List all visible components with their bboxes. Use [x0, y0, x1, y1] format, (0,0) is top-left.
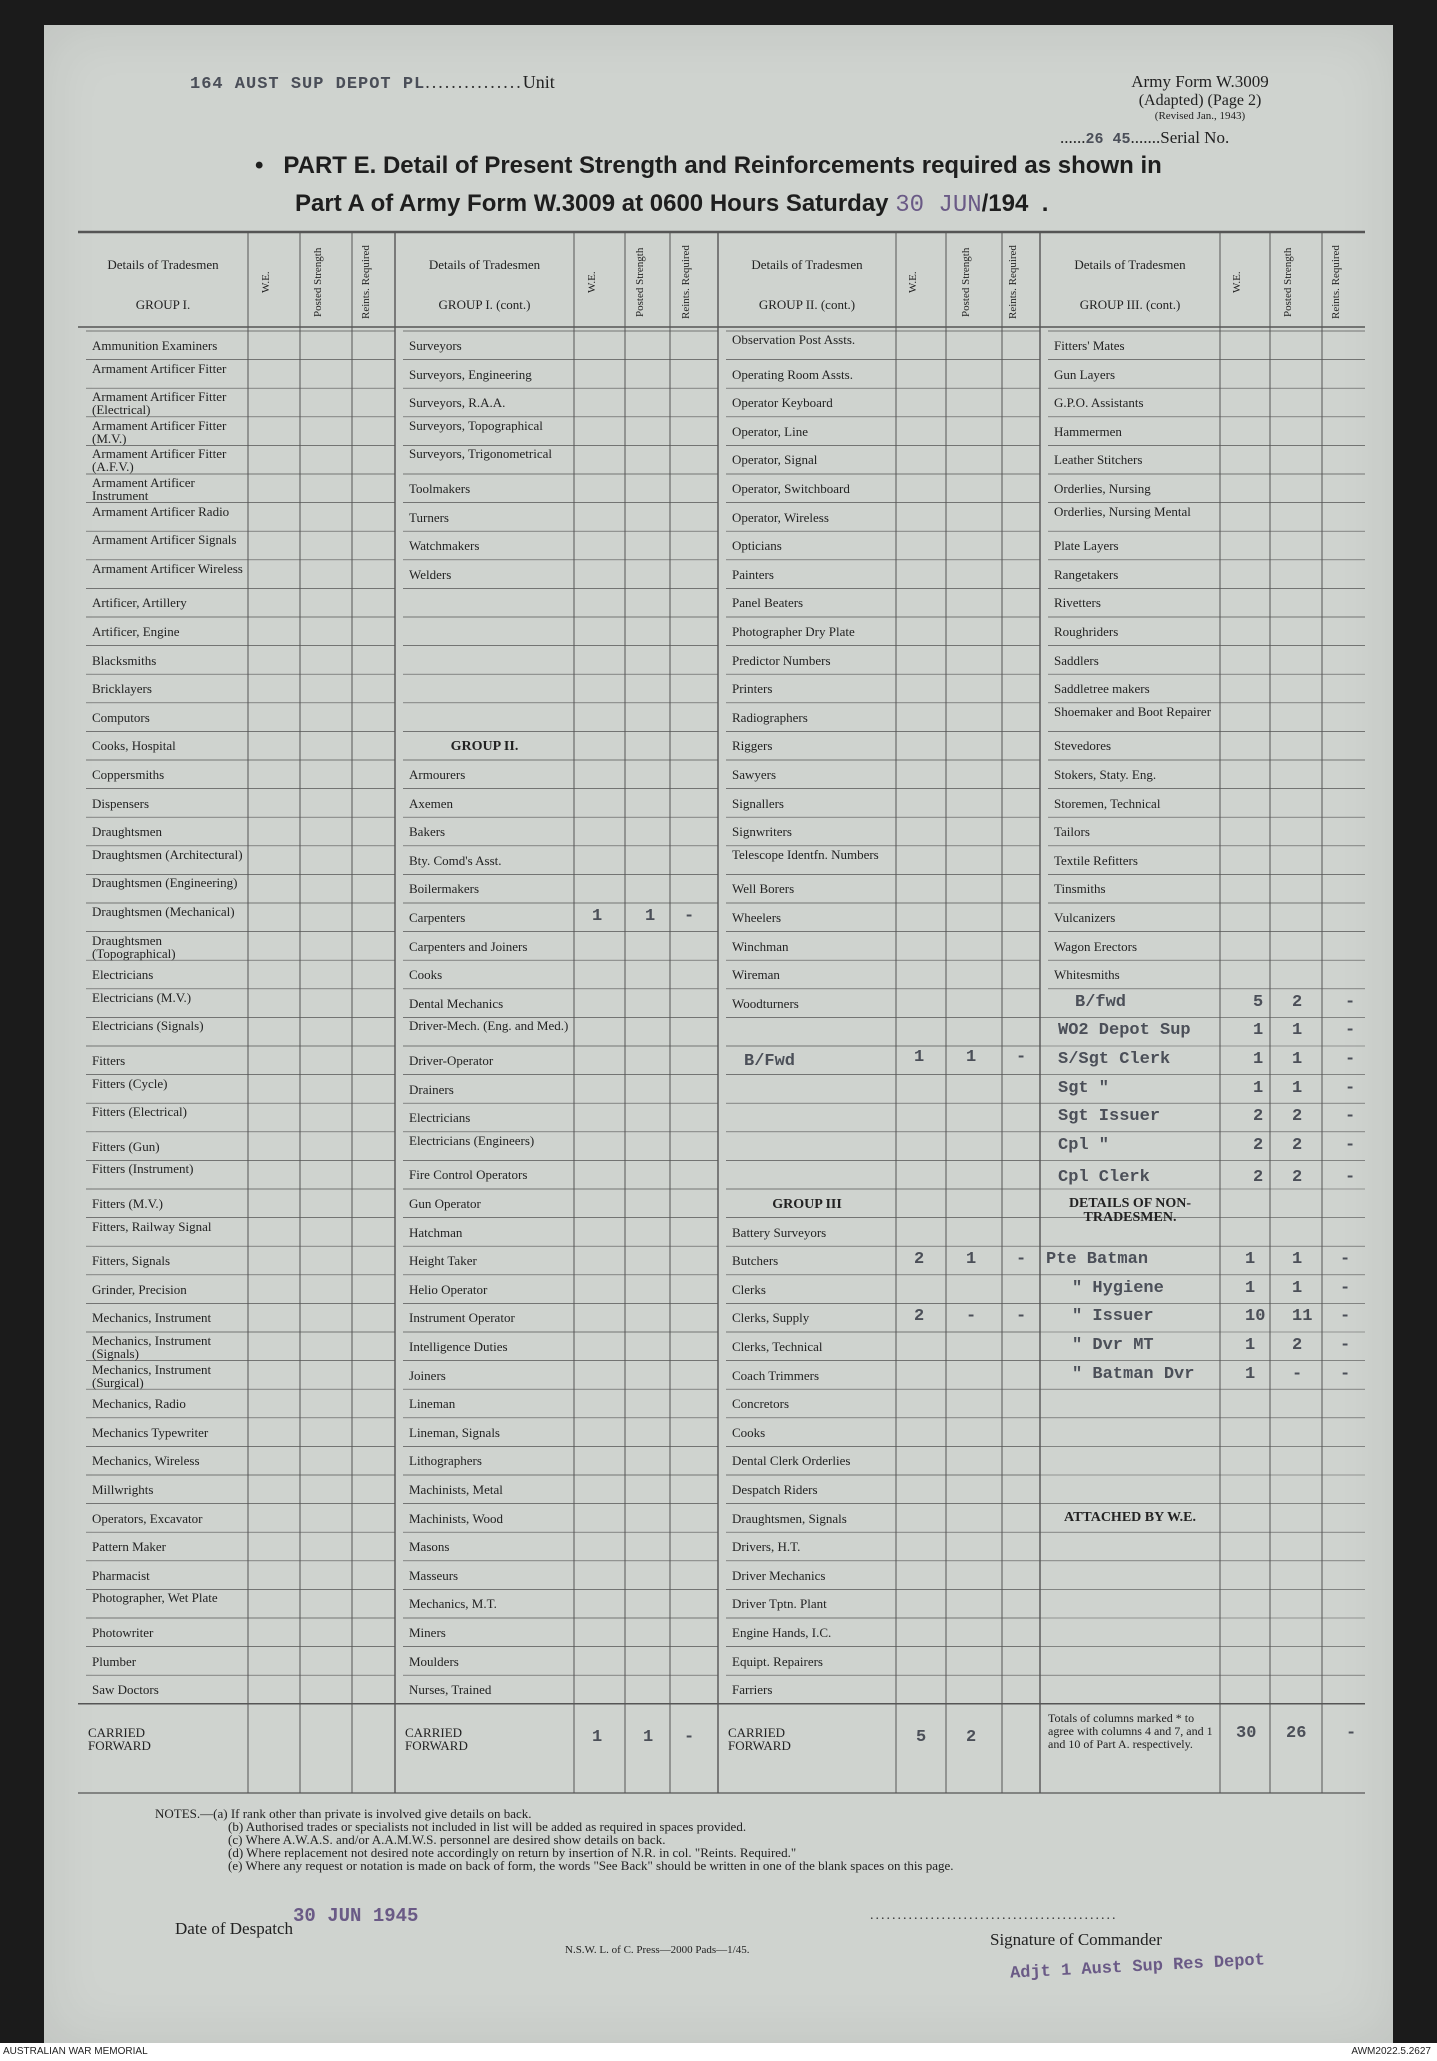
- totals-text: Totals of columns marked * to agree with columns 4 and 7, and 1 and 10 of Part A. respectively.: [1048, 1710, 1213, 1751]
- trade-label: Mechanics, Instrument: [92, 1310, 212, 1326]
- trade-label: Lithographers: [409, 1453, 482, 1469]
- trade-label: Boilermakers: [409, 881, 480, 897]
- trade-label: Bty. Comd's Asst.: [409, 852, 502, 868]
- trade-label: Armament Artificer Fitter: [92, 360, 227, 376]
- despatch-date-stamp: 30 JUN 1945: [293, 1905, 419, 1927]
- trade-label: Fitters: [92, 1053, 126, 1068]
- typed-reints: -: [1345, 992, 1356, 1012]
- trade-label: Toolmakers: [409, 481, 471, 496]
- trade-label: Joiners: [409, 1367, 446, 1383]
- trade-label: Blacksmiths: [92, 652, 157, 668]
- trade-label: Masons: [409, 1539, 450, 1555]
- typed-label: Pte Batman: [1046, 1250, 1149, 1270]
- title-date-stamp: 30 JUN: [895, 192, 982, 219]
- trade-label: Rangetakers: [1054, 566, 1119, 582]
- attached-heading: ATTACHED BY W.E.: [1064, 1509, 1196, 1525]
- typed-posted: 2: [1292, 1168, 1303, 1188]
- trade-label: Height Taker: [409, 1253, 477, 1269]
- trade-label: Ammunition Examiners: [92, 338, 218, 353]
- typed-label: B/fwd: [1075, 992, 1127, 1012]
- typed-we: 5: [1253, 992, 1264, 1012]
- trade-label: Drivers, H.T.: [732, 1539, 801, 1555]
- posted-col-header: Posted Strength: [960, 247, 972, 317]
- totals-reints: -: [1346, 1723, 1357, 1743]
- trade-label: Draughtsmen (Topographical): [92, 932, 176, 961]
- trade-label: Surveyors, Trigonometrical: [409, 446, 552, 462]
- typed-label: " Hygiene: [1072, 1278, 1164, 1298]
- trade-label: Armament Artificer Signals: [92, 532, 237, 548]
- carried-forward-label: CARRIED FORWARD: [728, 1724, 791, 1753]
- typed-posted: 2: [1292, 1336, 1303, 1355]
- trade-label: Clerks, Technical: [732, 1339, 823, 1354]
- typed-we: 1: [1245, 1364, 1256, 1384]
- group-heading: GROUP I.: [135, 297, 191, 312]
- typed-posted: 2: [1292, 1135, 1303, 1155]
- form-line3: (Revised Jan., 1943): [1154, 110, 1246, 122]
- trade-label: Fitters (Cycle): [92, 1075, 168, 1091]
- trade-label: Gun Layers: [1054, 366, 1116, 382]
- trade-label: Saw Doctors: [92, 1682, 159, 1698]
- trade-label: Telescope Identfn. Numbers: [732, 846, 879, 862]
- trade-label: Armament Artificer Fitter (A.F.V.): [92, 446, 227, 475]
- trade-label: Hammermen: [1054, 423, 1122, 439]
- trade-label: Gun Operator: [409, 1196, 481, 1211]
- trade-label: Photographer Dry Plate: [732, 624, 855, 639]
- group-subheading: GROUP III: [772, 1197, 842, 1212]
- trade-label: Carpenters and Joiners: [409, 938, 528, 954]
- trade-label: Operator Keyboard: [732, 395, 833, 411]
- typed-we: 1: [592, 907, 603, 926]
- typed-we: 2: [914, 1307, 925, 1327]
- trade-label: Armament Artificer Radio: [92, 503, 230, 519]
- typed-label: Cpl Clerk: [1058, 1168, 1150, 1188]
- trade-label: Orderlies, Nursing: [1054, 481, 1151, 496]
- trade-label: Drainers: [409, 1081, 454, 1097]
- trade-label: Armament Artificer Fitter (Electrical): [92, 389, 227, 418]
- trade-label: Driver Mechanics: [732, 1567, 826, 1583]
- form-line2: (Adapted) (Page 2): [1138, 92, 1262, 109]
- trade-label: Wagon Erectors: [1054, 938, 1138, 954]
- g3-bfwd-label: B/Fwd: [744, 1052, 796, 1071]
- trade-label: Vulcanizers: [1054, 910, 1116, 925]
- press-imprint: N.S.W. L. of C. Press—2000 Pads—1/45.: [565, 1944, 750, 1956]
- trade-label: Helio Operator: [409, 1281, 488, 1297]
- trade-label: Welders: [409, 566, 452, 582]
- typed-label: WO2 Depot Sup: [1058, 1021, 1191, 1041]
- trade-label: Armament Artificer Instrument: [92, 475, 195, 503]
- typed-reints: -: [1345, 1168, 1356, 1188]
- reints-col-header: Reints. Required: [680, 245, 692, 319]
- typed-we: 2: [914, 1250, 925, 1270]
- trade-label: Machinists, Metal: [409, 1482, 503, 1497]
- trade-label: Butchers: [732, 1253, 779, 1269]
- trade-label: Panel Beaters: [732, 595, 804, 611]
- trade-label: Mechanics, Instrument (Signals): [92, 1333, 212, 1361]
- trade-label: Plate Layers: [1054, 538, 1119, 554]
- note-d: (d) Where replacement not desired note accordingly on return by insertion of N.R. in col. "Reints. Required.": [228, 1845, 797, 1860]
- posted-col-header: Posted Strength: [1282, 247, 1294, 317]
- trade-label: Carpenters: [409, 910, 466, 925]
- typed-reints: -: [1340, 1336, 1351, 1355]
- typed-we: 1: [1245, 1336, 1256, 1355]
- trade-label: Textile Refitters: [1054, 852, 1138, 868]
- cf-posted: 1: [643, 1727, 654, 1747]
- typed-label: " Dvr MT: [1072, 1336, 1154, 1355]
- trade-label: Operator, Line: [732, 423, 809, 439]
- trade-label: Millwrights: [92, 1482, 154, 1497]
- trade-label: Battery Surveyors: [732, 1224, 827, 1240]
- trade-label: Clerks: [732, 1281, 766, 1297]
- trade-label: Clerks, Supply: [732, 1310, 810, 1326]
- trade-label: Farriers: [732, 1682, 773, 1698]
- adjutant-stamp: Adjt 1 Aust Sup Res Depot: [1009, 1951, 1266, 1984]
- trade-label: Armament Artificer Fitter (M.V.): [92, 417, 227, 446]
- typed-label: " Batman Dvr: [1072, 1364, 1195, 1384]
- trade-label: Operator, Switchboard: [732, 481, 850, 496]
- trade-label: Draughtsmen (Mechanical): [92, 904, 235, 919]
- trade-label: Roughriders: [1054, 624, 1119, 639]
- trade-label: Well Borers: [732, 881, 795, 897]
- totals-we: 30: [1236, 1723, 1257, 1743]
- trade-label: Signallers: [732, 795, 784, 811]
- details-heading: Details of Tradesmen: [751, 257, 863, 272]
- typed-label: Cpl ": [1058, 1135, 1110, 1155]
- typed-reints: -: [1340, 1250, 1351, 1270]
- title-year: /194: [981, 190, 1029, 217]
- unit-typed: 164 AUST SUP DEPOT PL: [190, 75, 426, 94]
- trade-label: Dental Mechanics: [409, 995, 504, 1011]
- trade-label: Lineman, Signals: [409, 1424, 500, 1440]
- trade-label: Driver-Operator: [409, 1053, 494, 1068]
- trade-label: Driver Tptn. Plant: [732, 1596, 827, 1612]
- reints-col-header: Reints. Required: [1007, 245, 1019, 319]
- cf-we: 1: [592, 1727, 603, 1747]
- typed-label: Sgt ": [1058, 1078, 1110, 1098]
- trade-label: Painters: [732, 566, 774, 582]
- cf-reints: -: [684, 1727, 695, 1747]
- serial-label: Serial No.: [1160, 128, 1230, 147]
- archive-strip: [0, 2043, 1437, 2061]
- trade-label: Engine Hands, I.C.: [732, 1625, 832, 1640]
- typed-we: 2: [1253, 1168, 1264, 1188]
- trade-label: Electricians (Engineers): [409, 1132, 535, 1148]
- trade-label: Fitters (Gun): [92, 1138, 160, 1154]
- trade-label: Operating Room Assts.: [732, 366, 853, 382]
- trade-label: Fitters, Railway Signal: [92, 1218, 212, 1234]
- trade-label: Tailors: [1054, 824, 1090, 840]
- trade-label: Mechanics, Radio: [92, 1396, 186, 1412]
- trade-label: Fire Control Operators: [409, 1167, 528, 1183]
- notes: [155, 1807, 954, 1872]
- trade-label: Photographer, Wet Plate: [92, 1590, 218, 1606]
- typed-reints: -: [1016, 1048, 1027, 1067]
- typed-posted: 2: [1292, 1107, 1303, 1127]
- trade-label: Axemen: [409, 795, 454, 811]
- typed-we: 1: [1253, 1078, 1264, 1098]
- trade-label: Winchman: [732, 938, 789, 954]
- trade-label: Plumber: [92, 1653, 137, 1669]
- trade-label: Draughtsmen: [92, 824, 163, 840]
- trade-label: Turners: [409, 509, 449, 525]
- typed-reints: -: [1016, 1307, 1027, 1327]
- trade-label: Fitters (Instrument): [92, 1161, 194, 1177]
- trade-label: Draughtsmen (Architectural): [92, 846, 243, 862]
- archive-right: AWM2022.5.2627: [1351, 2046, 1431, 2057]
- typed-posted: 1: [1292, 1278, 1303, 1298]
- trade-label: Mechanics, Wireless: [92, 1453, 200, 1469]
- trade-label: Stokers, Staty. Eng.: [1054, 767, 1157, 782]
- typed-we: 1: [1245, 1278, 1256, 1298]
- date-of-despatch-label: Date of Despatch: [175, 1919, 294, 1938]
- trade-label: Saddletree makers: [1054, 681, 1150, 697]
- typed-posted: 1: [1292, 1050, 1303, 1069]
- note-a: NOTES.—(a) If rank other than private is involved give details on back.: [155, 1806, 532, 1821]
- trade-label: Instrument Operator: [409, 1310, 515, 1326]
- trade-label: Surveyors, Topographical: [409, 417, 543, 433]
- typed-posted: 1: [1292, 1078, 1303, 1098]
- trade-label: Electricians: [92, 967, 154, 983]
- title-line1: • PART E. Detail of Present Strength and Reinforcements required as shown in: [255, 152, 1162, 179]
- trade-label: Signwriters: [732, 824, 792, 840]
- trade-label: Electricians (M.V.): [92, 989, 192, 1005]
- posted-col-header: Posted Strength: [312, 247, 324, 317]
- posted-col-header: Posted Strength: [633, 247, 646, 317]
- trade-label: Artificer, Artillery: [92, 595, 187, 611]
- we-col-header: W.E.: [1231, 271, 1243, 293]
- trade-label: Draughtsmen (Engineering): [92, 875, 238, 891]
- trade-label: Armament Artificer Wireless: [92, 560, 243, 576]
- typed-we: 1: [914, 1048, 925, 1067]
- trade-label: G.P.O. Assistants: [1054, 395, 1144, 411]
- group-heading: GROUP II. (cont.): [758, 297, 856, 312]
- trade-label: Photowriter: [92, 1625, 154, 1640]
- trade-label: Mechanics, Instrument (Surgical): [92, 1361, 212, 1390]
- typed-reints: -: [1345, 1050, 1356, 1069]
- typed-reints: -: [1340, 1278, 1351, 1298]
- typed-posted: 1: [1292, 1021, 1303, 1041]
- trade-label: Pharmacist: [92, 1567, 150, 1583]
- typed-posted: -: [966, 1307, 977, 1327]
- trade-label: Leather Stitchers: [1054, 452, 1143, 468]
- typed-we: 2: [1253, 1135, 1264, 1155]
- note-c: (c) Where A.W.A.S. and/or A.A.M.W.S. personnel are desired show details on back.: [228, 1832, 666, 1847]
- trade-label: Dental Clerk Orderlies: [732, 1453, 851, 1469]
- trade-label: Mechanics, M.T.: [409, 1596, 497, 1612]
- note-e: (e) Where any request or notation is made on back of form, the words "See Back" should be written in one of the blank spaces on this page.: [228, 1858, 954, 1873]
- trade-label: Concretors: [732, 1396, 790, 1412]
- trade-label: Machinists, Wood: [409, 1510, 504, 1526]
- trade-label: Radiographers: [732, 709, 808, 725]
- trade-label: Whitesmiths: [1054, 967, 1120, 983]
- trade-label: Fitters (Electrical): [92, 1104, 187, 1120]
- trade-label: Equipt. Repairers: [732, 1653, 823, 1669]
- trade-label: Wheelers: [732, 910, 782, 925]
- trade-label: Fitters (M.V.): [92, 1196, 163, 1211]
- trade-label: Surveyors, R.A.A.: [409, 395, 506, 411]
- we-col-header: W.E.: [907, 271, 919, 293]
- trade-label: Predictor Numbers: [732, 652, 831, 668]
- form-line1: Army Form W.3009: [1131, 72, 1269, 91]
- trade-label: Fitters, Signals: [92, 1253, 171, 1269]
- trade-label: Draughtsmen, Signals: [732, 1510, 847, 1526]
- serial-typed: 26 45: [1085, 131, 1131, 148]
- trade-label: Watchmakers: [409, 538, 480, 554]
- unit-dots: ...............: [425, 72, 523, 92]
- trade-label: Mechanics Typewriter: [92, 1424, 209, 1440]
- title-text2: Part A of Army Form W.3009 at 0600 Hours Saturday: [295, 190, 889, 217]
- non-tradesmen-heading: DETAILS OF NON-TRADESMEN.: [1068, 1196, 1192, 1225]
- cf-posted: 2: [966, 1727, 977, 1747]
- totals-posted: 26: [1286, 1723, 1307, 1743]
- trade-label: Orderlies, Nursing Mental: [1054, 503, 1191, 519]
- typed-posted: 2: [1292, 992, 1303, 1012]
- typed-we: 1: [1245, 1250, 1256, 1270]
- trade-label: Sawyers: [732, 767, 777, 782]
- trade-label: Electricians (Signals): [92, 1018, 204, 1034]
- trade-label: Computors: [92, 709, 150, 725]
- typed-we: 2: [1253, 1107, 1264, 1127]
- trade-label: Bricklayers: [92, 681, 152, 697]
- typed-we: 10: [1245, 1307, 1266, 1327]
- trade-label: Miners: [409, 1625, 446, 1640]
- typed-reints: -: [1345, 1021, 1356, 1041]
- archive-left: AUSTRALIAN WAR MEMORIAL: [3, 2046, 148, 2057]
- details-heading: Details of Tradesmen: [1074, 257, 1186, 272]
- trade-label: Nurses, Trained: [409, 1682, 492, 1698]
- trade-label: Opticians: [732, 538, 782, 554]
- typed-posted: 1: [1292, 1250, 1303, 1270]
- trade-label: Wireman: [732, 967, 780, 983]
- trade-label: Fitters' Mates: [1054, 338, 1125, 353]
- trade-label: Pattern Maker: [92, 1539, 167, 1555]
- typed-we: 1: [1253, 1021, 1264, 1041]
- trade-label: Dispensers: [92, 795, 150, 811]
- trade-label: Tinsmiths: [1054, 881, 1106, 897]
- trade-label: Operator, Wireless: [732, 509, 829, 525]
- trade-label: Riggers: [732, 738, 773, 754]
- trade-label: Storemen, Technical: [1054, 795, 1161, 811]
- typed-reints: -: [1340, 1307, 1351, 1327]
- trade-label: Rivetters: [1054, 595, 1101, 611]
- typed-label: Sgt Issuer: [1058, 1107, 1161, 1127]
- trade-label: Printers: [732, 681, 773, 697]
- trade-label: Despatch Riders: [732, 1482, 818, 1497]
- typed-reints: -: [1345, 1078, 1356, 1098]
- typed-reints: -: [1340, 1364, 1351, 1384]
- details-heading: Details of Tradesmen: [428, 257, 541, 272]
- trade-label: Woodturners: [732, 995, 799, 1011]
- typed-posted: 1: [966, 1250, 977, 1270]
- typed-reints: -: [1345, 1107, 1356, 1127]
- group-subheading: GROUP II.: [450, 739, 519, 755]
- title-end: .: [1041, 190, 1049, 217]
- trade-label: Driver-Mech. (Eng. and Med.): [409, 1018, 569, 1034]
- typed-label: S/Sgt Clerk: [1058, 1050, 1171, 1069]
- trade-label: Cooks: [732, 1424, 766, 1440]
- trade-label: Shoemaker and Boot Repairer: [1054, 703, 1212, 719]
- cf-we: 5: [916, 1727, 927, 1747]
- trade-label: Operators, Excavator: [92, 1510, 203, 1526]
- trade-label: Observation Post Assts.: [732, 332, 856, 347]
- trade-label: Cooks, Hospital: [92, 738, 176, 754]
- signature-label: Signature of Commander: [990, 1930, 1162, 1949]
- carried-forward-label: CARRIED FORWARD: [88, 1724, 151, 1753]
- trade-label: Coach Trimmers: [732, 1367, 820, 1383]
- unit-label: Unit: [522, 72, 555, 92]
- we-col-header: W.E.: [585, 271, 598, 293]
- typed-posted: 1: [645, 907, 656, 926]
- typed-posted: 1: [966, 1048, 977, 1067]
- typed-label: " Issuer: [1072, 1307, 1154, 1327]
- trade-label: Stevedores: [1054, 738, 1112, 754]
- trade-label: Coppersmiths: [92, 767, 165, 782]
- trade-label: Hatchman: [409, 1224, 463, 1240]
- reints-col-header: Reints. Required: [359, 245, 372, 319]
- typed-reints: -: [1016, 1250, 1027, 1270]
- typed-reints: -: [684, 907, 695, 926]
- reints-col-header: Reints. Required: [1329, 245, 1342, 319]
- trade-label: Artificer, Engine: [92, 624, 180, 639]
- trade-label: Saddlers: [1054, 652, 1099, 668]
- typed-reints: -: [1345, 1135, 1356, 1155]
- trade-label: Cooks: [409, 967, 443, 983]
- trade-label: Electricians: [409, 1110, 471, 1126]
- group-heading: GROUP III. (cont.): [1079, 297, 1181, 312]
- carried-forward-label: CARRIED FORWARD: [405, 1724, 468, 1753]
- typed-we: 1: [1253, 1050, 1264, 1069]
- trade-label: Surveyors, Engineering: [409, 366, 532, 382]
- details-heading: Details of Tradesmen: [107, 257, 219, 272]
- title-text1: PART E. Detail of Present Strength and Reinforcements required as shown in: [283, 152, 1162, 179]
- serial-line: ......26 45.......Serial No.: [1060, 128, 1230, 148]
- trade-label: Armourers: [409, 767, 466, 782]
- trade-label: Lineman: [409, 1396, 456, 1412]
- trade-label: Moulders: [409, 1653, 459, 1669]
- trade-label: Surveyors: [409, 338, 462, 353]
- note-b: (b) Authorised trades or specialists not included in list will be added as required in spaces provided.: [228, 1819, 747, 1834]
- typed-posted: 11: [1292, 1307, 1313, 1327]
- trade-label: Bakers: [409, 824, 446, 840]
- signature-dots: .............................................: [870, 1908, 1118, 1923]
- typed-posted: -: [1292, 1364, 1303, 1384]
- group-heading: GROUP I. (cont.): [438, 297, 531, 312]
- trade-label: Masseurs: [409, 1567, 459, 1583]
- trade-label: Grinder, Precision: [92, 1281, 187, 1297]
- trade-label: Intelligence Duties: [409, 1339, 508, 1354]
- we-col-header: W.E.: [260, 271, 272, 293]
- trade-label: Operator, Signal: [732, 452, 818, 468]
